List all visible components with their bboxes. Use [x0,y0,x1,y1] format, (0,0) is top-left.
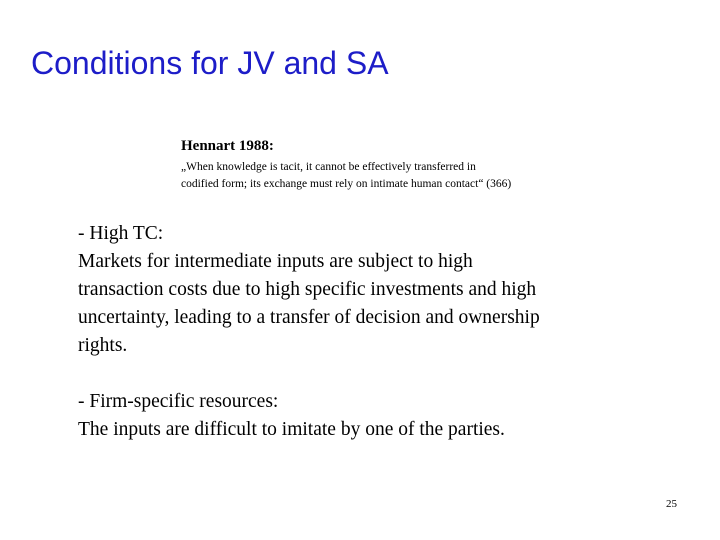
quote-line: codified form; its exchange must rely on intimate human contact“ (366) [181,178,512,190]
body-line: uncertainty, leading to a transfer of decision and ownership [78,307,540,328]
body-line: Markets for intermediate inputs are subject to high [78,251,473,272]
page-number: 25 [666,498,677,510]
quote-line: „When knowledge is tacit, it cannot be effectively transferred in [181,161,476,173]
body-text [78,220,678,444]
section-heading-firm-specific: - Firm-specific resources: [78,391,279,412]
body-line: The inputs are difficult to imitate by one of the parties. [78,419,505,440]
quote-block [181,137,601,193]
body-line: transaction costs due to high specific investments and high [78,279,537,300]
body-line: rights. [78,335,128,356]
slide-title: Conditions for JV and SA [31,45,389,81]
paragraph-gap [78,360,678,388]
quote-author: Hennart 1988: [181,138,274,154]
section-heading-high-tc: - High TC: [78,223,164,244]
